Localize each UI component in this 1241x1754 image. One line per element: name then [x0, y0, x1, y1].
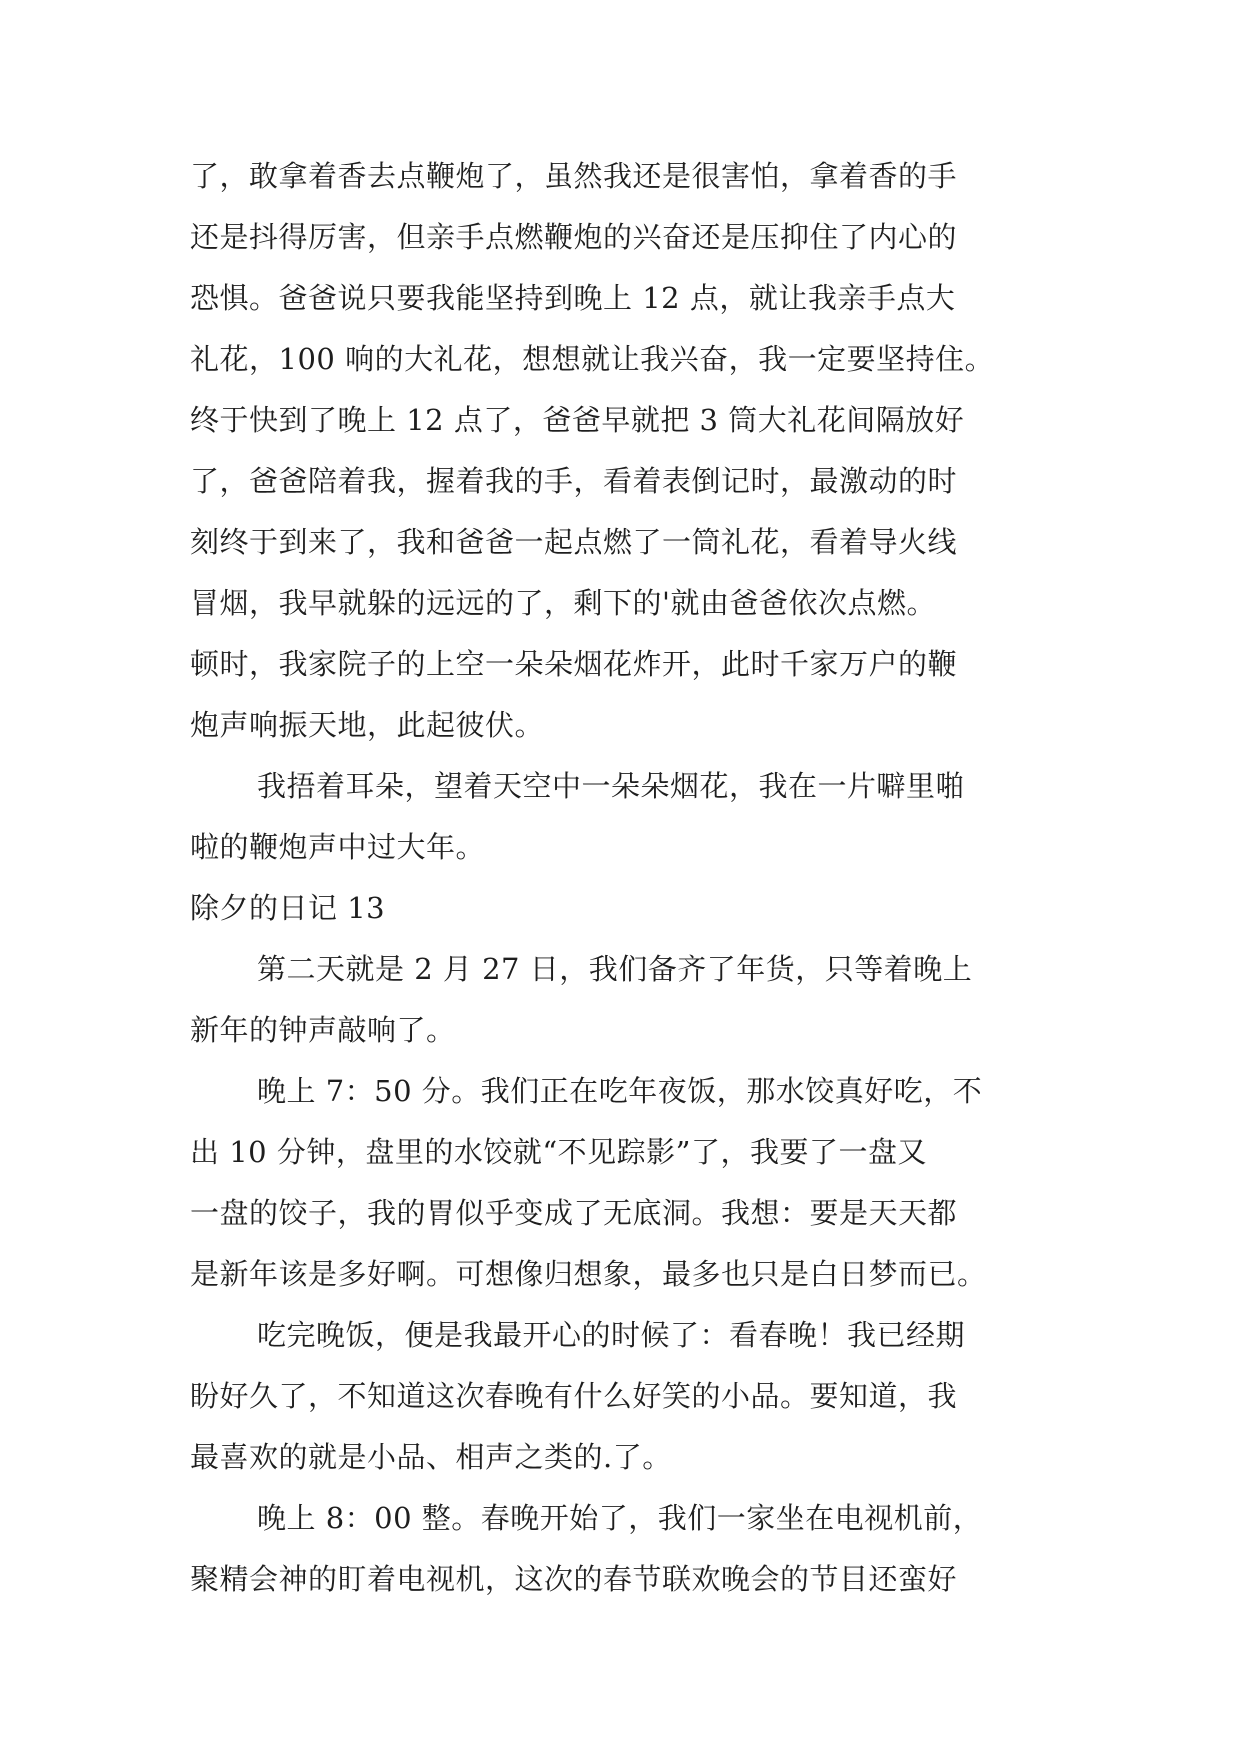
text-line: 礼花，100 响的大礼花，想想就让我兴奋，我一定要坚持住。: [190, 342, 995, 376]
paragraph-first-line: 我捂着耳朵，望着天空中一朵朵烟花，我在一片噼里啪: [257, 769, 966, 803]
text-line: 啦的鞭炮声中过大年。: [190, 830, 486, 864]
text-line: 炮声响振天地，此起彼伏。: [190, 708, 545, 742]
text-line: 恐惧。爸爸说只要我能坚持到晚上 12 点，就让我亲手点大: [190, 281, 956, 315]
section-heading: 除夕的日记 13: [190, 891, 386, 925]
text-line: 新年的钟声敲响了。: [190, 1013, 456, 1047]
text-line: 一盘的饺子，我的胃似乎变成了无底洞。我想：要是天天都: [190, 1196, 958, 1230]
paragraph-first-line: 吃完晚饭，便是我最开心的时候了：看春晚！我已经期: [257, 1318, 966, 1352]
text-line: 还是抖得厉害，但亲手点燃鞭炮的兴奋还是压抑住了内心的: [190, 220, 958, 254]
text-line: 最喜欢的就是小品、相声之类的.了。: [190, 1440, 672, 1474]
paragraph-first-line: 第二天就是 2 月 27 日，我们备齐了年货，只等着晚上: [257, 952, 973, 986]
text-line: 了，敢拿着香去点鞭炮了，虽然我还是很害怕，拿着香的手: [190, 159, 958, 193]
text-line: 顿时，我家院子的上空一朵朵烟花炸开，此时千家万户的鞭: [190, 647, 958, 681]
text-line: 盼好久了，不知道这次春晚有什么好笑的小品。要知道，我: [190, 1379, 958, 1413]
text-line: 了，爸爸陪着我，握着我的手，看着表倒记时，最激动的时: [190, 464, 958, 498]
text-line: 冒烟，我早就躲的远远的了，剩下的'就由爸爸依次点燃。: [190, 586, 936, 620]
paragraph-first-line: 晚上 8：00 整。春晚开始了，我们一家坐在电视机前，: [257, 1501, 983, 1535]
text-line: 刻终于到来了，我和爸爸一起点燃了一筒礼花，看着导火线: [190, 525, 958, 559]
paragraph-first-line: 晚上 7：50 分。我们正在吃年夜饭，那水饺真好吃，不: [257, 1074, 983, 1108]
text-line: 终于快到了晚上 12 点了，爸爸早就把 3 筒大礼花间隔放好: [190, 403, 965, 437]
text-line: 是新年该是多好啊。可想像归想象，最多也只是白日梦而已。: [190, 1257, 987, 1291]
text-line: 出 10 分钟，盘里的水饺就“不见踪影”了，我要了一盘又: [190, 1135, 927, 1169]
text-line: 聚精会神的盯着电视机，这次的春节联欢晚会的节目还蛮好: [190, 1562, 958, 1596]
